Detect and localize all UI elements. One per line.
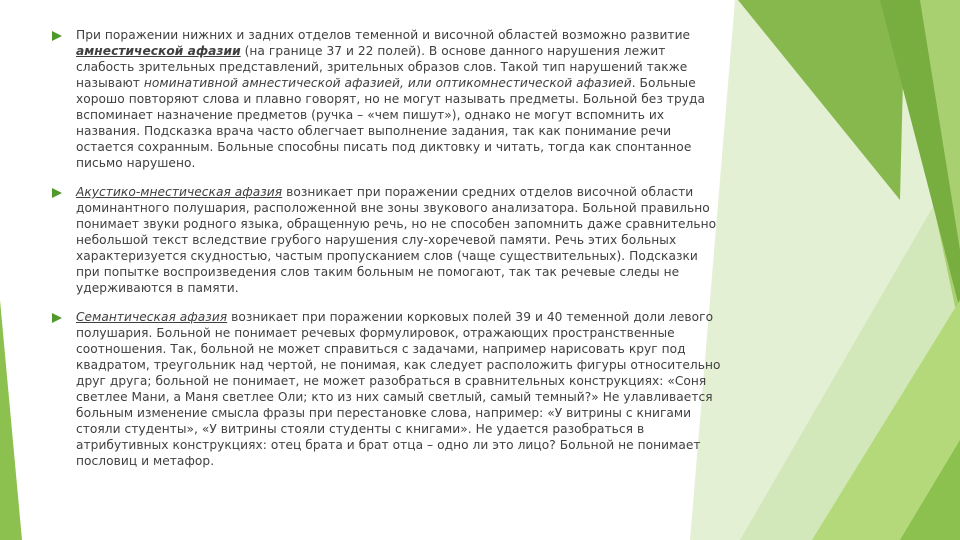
term-acoustic-mnestic-aphasia: Акустико-мнестическая афазия — [76, 185, 283, 199]
bullet-item-semantic-aphasia — [44, 309, 724, 469]
paragraph-text: . Больные хорошо повторяют слова и плавно говорят, но не могут называть предметы. Больной без труда вспоминает назначение предметов (ручка – «чем пишут»), однако не могут вспомнить их названия. Подсказка врача часто облегчает выполнение задания, так как понимание речи остается сохранным. Больные способны писать под диктовку и читать, тогда как спонтанное письмо нарушено. — [76, 76, 705, 170]
paragraph-text: возникает при поражении средних отделов височной области доминантного полушария, расположенной вне зоны звукового анализатора. Больной правильно понимает звуки родного языка, обращенную речь, но не способен запомнить даже сравнительно небольшой текст вследствие грубого нарушения слу-хоречевой памяти. Речь этих больных характеризуется скудностью, частым пропусканием слов (чаще существительных). Подсказки при попытке воспроизведения слов таким больным не помогают, так так речевые следы не удерживаются в памяти. — [76, 185, 717, 295]
bullet-paragraph — [76, 309, 724, 469]
paragraph-text: возникает при поражении корковых полей 39 и 40 теменной доли левого полушария. Больной не понимает речевых формулировок, отражающих пространственные соотношения. Так, больной не может справиться с задачами, например нарисовать круг под квадратом, треугольник над чертой, не понимая, как следует расположить фигуры относительно друг друга; больной не понимает, не может разобраться в сравнительных конструкциях: «Соня светлее Мани, а Маня светлее Оли; кто из них самый светлый, самый темный?» Не улавливается больным изменение смысла фразы при перестановке слова, например: «У витрины с книгами стояли студенты», «У витрины стояли студенты с книгами». Не удается разобраться в атрибутивных конструкциях: отец брата и брат отца – одно ли это лицо? Больной не понимает пословиц и метафор. — [76, 310, 721, 468]
paragraph-text: (на границе 37 и 22 полей). В основе данного нарушения лежит слабость зрительных представлений, зрительных образов слов. Такой тип нарушений также называют — [76, 44, 688, 90]
bullet-paragraph — [76, 184, 724, 296]
triangle-right-icon — [52, 313, 62, 323]
term-amnestic-aphasia: амнестической афазии — [76, 44, 241, 58]
paragraph-text: При поражении нижних и задних отделов теменной и височной областей возможно развитие — [76, 28, 691, 42]
bullet-item-acoustic-mnestic-aphasia — [44, 184, 724, 296]
left-edge-green-shape — [0, 300, 22, 540]
slide-content — [44, 27, 724, 482]
bullet-item-amnestic-aphasia — [44, 27, 724, 171]
term-semantic-aphasia: Семантическая афазия — [76, 310, 228, 324]
triangle-right-icon — [52, 188, 62, 198]
term-nominative-aphasia: номинативной амнестической афазией, или оптикомнестической афазией — [143, 76, 632, 90]
bullet-paragraph — [76, 27, 724, 171]
triangle-right-icon — [52, 31, 62, 41]
